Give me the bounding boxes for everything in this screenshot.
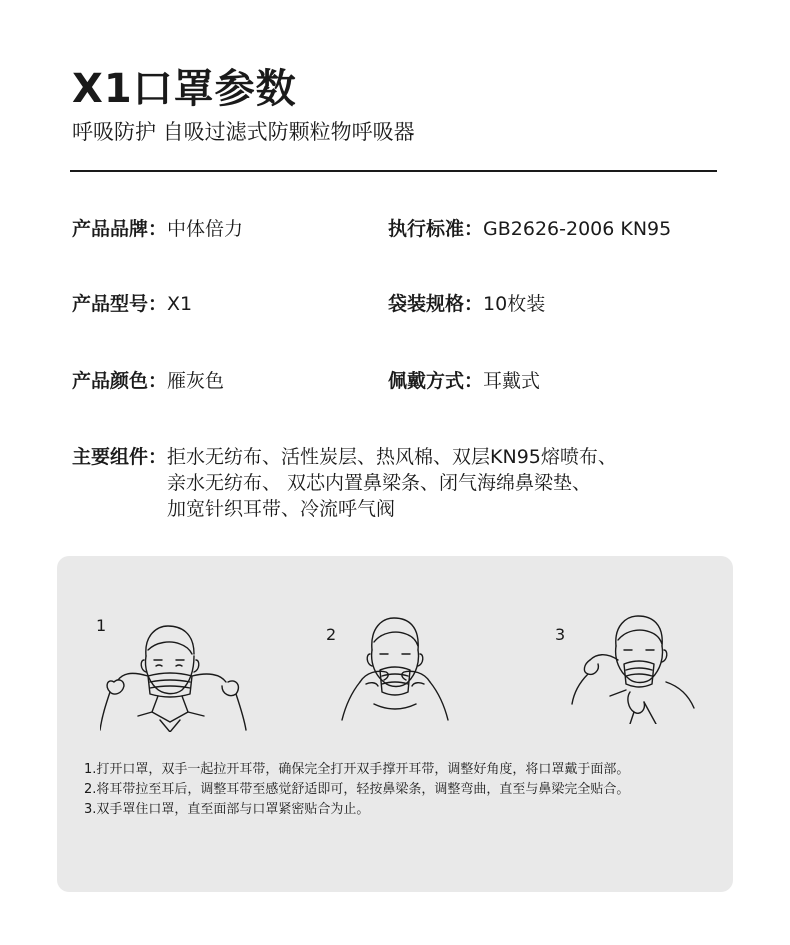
spec-package — [388, 291, 545, 317]
spec-value: 雁灰色 — [167, 370, 225, 392]
spec-standard — [388, 216, 671, 242]
spec-model — [72, 291, 192, 317]
instruction-note: 3.双手罩住口罩，直至面部与口罩紧密贴合为止。 — [84, 802, 370, 817]
spec-label: 袋装规格： — [388, 293, 484, 315]
spec-value: X1 — [167, 293, 193, 315]
step-number: 3 — [555, 625, 566, 644]
spec-brand — [72, 216, 243, 242]
spec-label: 主要组件： — [72, 446, 168, 468]
spec-color — [72, 368, 224, 394]
instruction-notes — [84, 760, 629, 820]
wearing-step-3-illustration — [570, 612, 700, 724]
page-title: X1口罩参数 — [72, 66, 297, 112]
page-subtitle: 呼吸防护 自吸过滤式防颗粒物呼吸器 — [72, 120, 415, 144]
step-number: 2 — [326, 625, 337, 644]
title-divider — [70, 170, 717, 172]
spec-value: 10枚装 — [483, 293, 546, 315]
spec-label: 佩戴方式： — [388, 370, 484, 392]
spec-value: GB2626-2006 KN95 — [483, 218, 672, 240]
spec-label: 执行标准： — [388, 218, 484, 240]
wearing-step-1-illustration — [100, 620, 250, 732]
spec-wear-method — [388, 368, 540, 394]
spec-value: 中体倍力 — [167, 218, 244, 240]
spec-label: 产品型号： — [72, 293, 168, 315]
instruction-note: 1.打开口罩，双手一起拉开耳带，确保完全打开双手撑开耳带，调整好角度，将口罩戴于面部。 — [84, 762, 630, 777]
spec-label: 产品品牌： — [72, 218, 168, 240]
components-list — [167, 444, 617, 522]
step-number: 1 — [96, 616, 107, 635]
components-line: 拒水无纺布、活性炭层、热风棉、双层KN95熔喷布、 — [167, 446, 617, 468]
wearing-step-2-illustration — [330, 612, 460, 724]
components-line: 亲水无纺布、 双芯内置鼻梁条、闭气海绵鼻梁垫、 — [167, 472, 592, 494]
spec-components — [72, 444, 617, 522]
components-line: 加宽针织耳带、冷流呼气阀 — [167, 498, 396, 520]
spec-label: 产品颜色： — [72, 370, 168, 392]
instruction-note: 2.将耳带拉至耳后，调整耳带至感觉舒适即可，轻按鼻梁条，调整弯曲，直至与鼻梁完全贴合。 — [84, 782, 630, 797]
spec-value: 耳戴式 — [483, 370, 541, 392]
